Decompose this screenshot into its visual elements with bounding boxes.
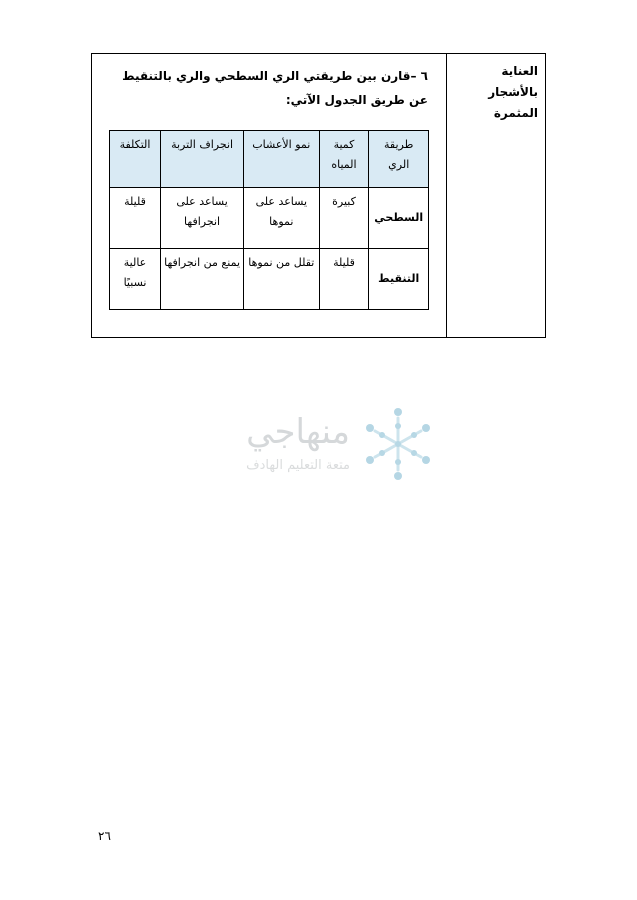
table-cell: يمنع من انجرافها	[161, 249, 244, 310]
table-header-row	[110, 131, 429, 188]
table-cell: يساعد على نموها	[244, 188, 319, 249]
table-cell: كبيرة	[319, 188, 369, 249]
table-header-cell: طريقة الري	[369, 131, 429, 188]
table-cell: تقلل من نموها	[244, 249, 319, 310]
table-header-cell: نمو الأعشاب	[244, 131, 319, 188]
table-row	[110, 249, 429, 310]
method-cell: التنقيط	[369, 249, 429, 310]
question-text: ٦ –قارن بين طريقتي الري السطحي والري بالتنقيط عن طريق الجدول الآتي:	[122, 69, 428, 107]
table-cell: قليلة	[319, 249, 369, 310]
table-header-cell: كمية المياه	[319, 131, 369, 188]
watermark-logo	[200, 400, 440, 490]
table-cell: يساعد على انجرافها	[161, 188, 244, 249]
side-title: العناية بالأشجار المثمرة	[488, 64, 538, 120]
comparison-table	[109, 130, 429, 310]
table-row	[110, 188, 429, 249]
watermark-tagline: متعة التعليم الهادف	[246, 458, 350, 473]
method-cell: السطحي	[369, 188, 429, 249]
table-header-cell: التكلفة	[110, 131, 161, 188]
table-cell: قليلة	[110, 188, 161, 249]
table-header-cell: انجراف التربة	[161, 131, 244, 188]
snowflake-people-icon	[358, 404, 438, 484]
side-column	[446, 53, 546, 338]
table-cell: عالية نسبيًا	[110, 249, 161, 310]
watermark-name: منهاجي	[246, 412, 350, 452]
page-number: ٢٦	[98, 829, 111, 843]
